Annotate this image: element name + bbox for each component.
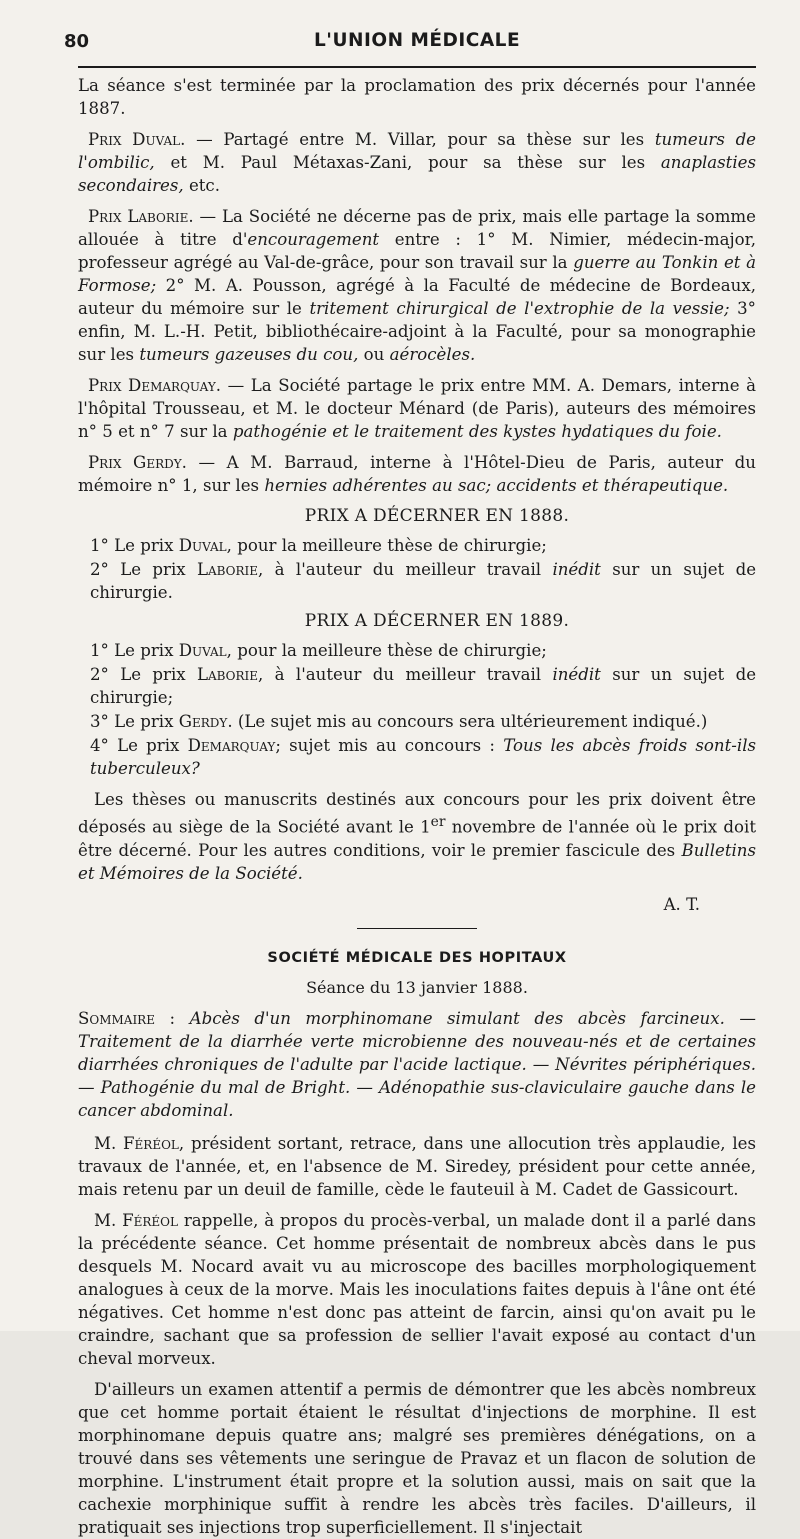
list-item: 2° Le prix Laborie, à l'auteur du meilleur travail inédit sur un sujet de chirurgie; bbox=[90, 665, 757, 707]
running-title: L'UNION MÉDICALE bbox=[314, 30, 521, 51]
summary-label: Sommaire : bbox=[78, 1008, 176, 1028]
prize-label: Prix Gerdy. bbox=[88, 453, 187, 472]
prize-label: Prix Laborie. bbox=[88, 207, 194, 226]
prize-laborie-paragraph: Prix Laborie. — La Société ne décerne pas de prix, mais elle partage la somme allouée à titre d'encouragement entre : 1° M. Nimier, médecin-major, professeur agrégé au Val-de-grâce, pour son travail sur la guerre au Tonkin et à Formose; 2° M. A. Pousson, agrégé à la Faculté de médecine de Bordeaux, auteur du mémoire sur le tritement chirurgical de l'extrophie de la vessie; 3° enfin, M. L.-H. Petit, bibliothécaire-adjoint à la Faculté, pour sa monographie sur les tumeurs gazeuses du cou, ou aérocèles. bbox=[78, 207, 757, 364]
awards-1889-list bbox=[78, 639, 756, 780]
page-number: 80 bbox=[64, 31, 90, 52]
awards-1888-list bbox=[78, 534, 756, 604]
summary-paragraph: Sommaire : Abcès d'un morphinomane simulant des abcès farcineux. — Traitement de la diarrhée verte microbienne des nouveau-nés et de certaines diarrhées chroniques de l'adulte par l'acide lactique. — Névrites périphériques. — Pathogénie du mal de Bright. — Adénopathie sus-claviculaire gauche dans le cancer abdominal. bbox=[78, 1008, 756, 1120]
list-item: 1° Le prix Duval, pour la meilleure thèse de chirurgie; bbox=[90, 536, 547, 555]
prize-duval-paragraph: Prix Duval. — Partagé entre M. Villar, pour sa thèse sur les tumeurs de l'ombilic, et M. Paul Métaxas-Zani, pour sa thèse sur les anaplasties secondaires, etc. bbox=[78, 130, 757, 195]
page-header bbox=[64, 0, 756, 68]
intro-paragraph: La séance s'est terminée par la proclamation des prix décernés pour l'année 1887. bbox=[78, 76, 756, 118]
list-item: 2° Le prix Laborie, à l'auteur du meilleur travail inédit sur un sujet de chirurgie. bbox=[90, 560, 757, 602]
list-item: 1° Le prix Duval, pour la meilleure thèse de chirurgie; bbox=[90, 641, 547, 660]
society-title: SOCIÉTÉ MÉDICALE DES HOPITAUX bbox=[267, 949, 567, 966]
prize-label: Prix Demarquay. bbox=[88, 376, 222, 395]
body-paragraph: M. Féréol, président sortant, retrace, dans une allocution très applaudie, les travaux de l'année, et, en l'absence de M. Siredey, président pour cette année, mais retenu par un deuil de famille, cède le fauteuil à M. Cadet de Gassicourt. bbox=[78, 1133, 756, 1199]
prize-gerdy-paragraph: Prix Gerdy. — A M. Barraud, interne à l'Hôtel-Dieu de Paris, auteur du mémoire n° 1, sur les hernies adhérentes au sac; accidents et thérapeutique. bbox=[78, 453, 756, 495]
body-paragraph: M. Féréol rappelle, à propos du procès-verbal, un malade dont il a parlé dans la précédente séance. Cet homme présentait de nombreux abcès dans le pus desquels M. Nocard avait vu au microscope des bacilles morphologiquement analogues à ceux de la morve. Mais les inoculations faites depuis à l'âne ont été négatives. Cet homme n'est donc pas atteint de farcin, ainsi qu'on avait pu le craindre, sachant que sa profession de sellier l'avait exposé au contact d'un cheval morveux. bbox=[78, 1210, 756, 1368]
prize-label: Prix Duval. bbox=[88, 130, 186, 149]
closing-paragraph: Les thèses ou manuscrits destinés aux concours pour les prix doivent être déposés au siège de la Société avant le 1er novembre de l'année où le prix doit être décerné. Pour les autres conditions, voir le premier fascicule des Bulletins et Mémoires de la Société. bbox=[78, 790, 756, 883]
session-date: Séance du 13 janvier 1888. bbox=[306, 977, 528, 997]
prize-demarquay-paragraph: Prix Demarquay. — La Société partage le prix entre MM. A. Demars, interne à l'hôpital Trousseau, et M. le docteur Ménard (de Paris), auteurs des mémoires n° 5 et n° 7 sur la pathogénie et le traitement des kystes hydatiques du foie. bbox=[78, 376, 756, 441]
list-item: 3° Le prix Gerdy. (Le sujet mis au concours sera ultérieurement indiqué.) bbox=[90, 712, 708, 731]
signature: A. T. bbox=[663, 894, 700, 914]
page-content bbox=[78, 68, 756, 1539]
section-divider bbox=[357, 928, 477, 929]
list-item: 4° Le prix Demarquay; sujet mis au concours : Tous les abcès froids sont-ils tuberculeux? bbox=[90, 736, 757, 778]
section-heading-1889: PRIX A DÉCERNER EN 1889. bbox=[304, 611, 570, 631]
section-heading-1888: PRIX A DÉCERNER EN 1888. bbox=[304, 506, 570, 526]
body-paragraph: D'ailleurs un examen attentif a permis de démontrer que les abcès nombreux que cet homme portait étaient le résultat d'injections de morphine. Il est morphinomane depuis quatre ans; malgré ses premières dénégations, on a trouvé dans ses vêtements une seringue de Pravaz et un flacon de solution de morphine. L'instrument était propre et la solution aussi, mais on sait que la cachexie morphinique suffit à rendre les abcès très faciles. D'ailleurs, il pratiquait ses injections trop superficiellement. Il s'injectait bbox=[78, 1379, 756, 1537]
